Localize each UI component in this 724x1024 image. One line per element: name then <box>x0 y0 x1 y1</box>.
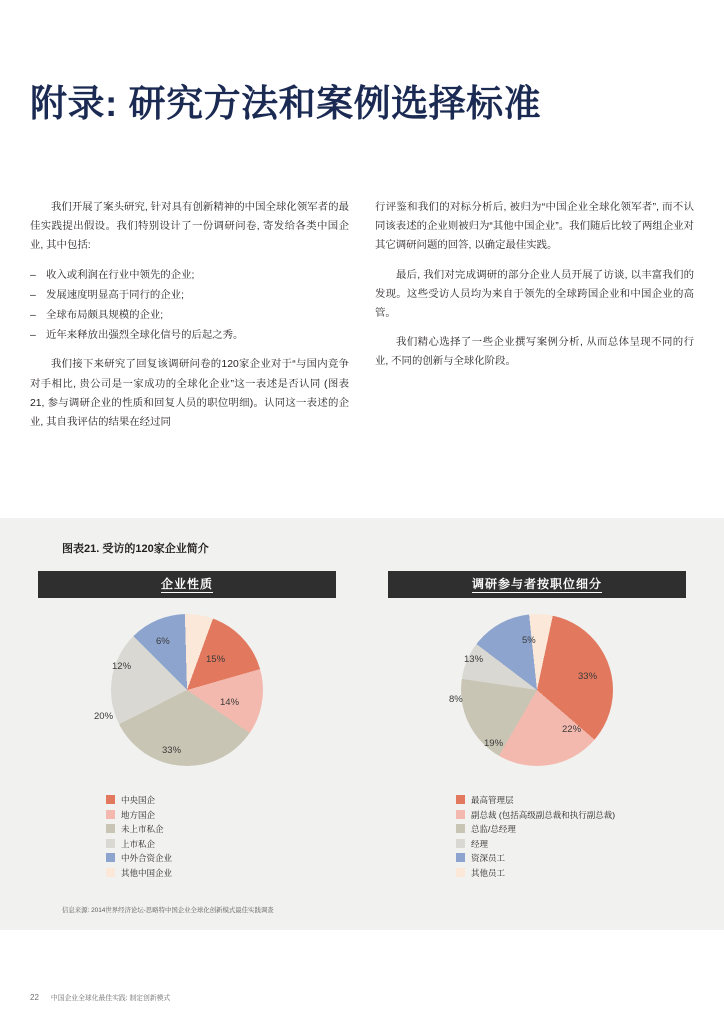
legend-label: 总监/总经理 <box>471 824 516 834</box>
list-item-label: 近年来释放出强烈全球化信号的后起之秀。 <box>46 330 244 342</box>
pie-slice-label: 5% <box>522 635 536 646</box>
legend-item <box>106 809 336 821</box>
legend-label: 未上市私企 <box>121 824 164 834</box>
pie-slice-label: 6% <box>156 636 170 647</box>
chart-header <box>38 571 336 598</box>
legend-item <box>456 867 686 879</box>
legend-item <box>106 838 336 850</box>
legend-item <box>456 852 686 864</box>
list-item-label: 发展速度明显高于同行的企业; <box>46 289 184 301</box>
list-item-label: 收入或利润在行业中领先的企业; <box>46 269 195 281</box>
page-title: 附录: 研究方法和案例选择标准 <box>30 82 542 124</box>
dash-icon: – <box>30 289 36 301</box>
legend-label: 中外合资企业 <box>121 853 173 863</box>
chart-legend <box>388 794 686 879</box>
legend-swatch <box>106 868 115 877</box>
pie-slice-label: 8% <box>449 694 463 705</box>
legend-item <box>106 794 336 806</box>
dash-icon: – <box>30 330 36 342</box>
criteria-list <box>30 266 349 346</box>
left-paragraph-1: 我们开展了案头研究, 针对具有创新精神的中国全球化领军者的最佳实践提出假设。我们特别设计了一份调研问卷, 寄发给各类中国企业, 其中包括: <box>30 202 349 252</box>
pie-slice-label: 20% <box>94 711 114 722</box>
list-item <box>30 286 349 305</box>
pie-slice-label: 14% <box>220 697 240 708</box>
pie-chart-area <box>38 614 336 784</box>
legend-label: 其他员工 <box>471 867 506 878</box>
right-paragraph-3: 我们精心选择了一些企业撰写案例分析, 从而总体呈现不同的行业, 不同的创新与全球化阶段。 <box>375 337 694 368</box>
chart-legend <box>38 794 336 879</box>
pie-slice-label: 13% <box>464 654 484 665</box>
legend-item <box>456 809 686 821</box>
pie-chart <box>111 614 263 766</box>
page-number: 22 <box>30 993 39 1002</box>
pie-slice-label: 33% <box>578 671 598 682</box>
left-column <box>30 198 349 442</box>
list-item-label: 全球布局颇具规模的企业; <box>46 310 164 322</box>
legend-item <box>106 867 336 879</box>
legend-swatch <box>456 795 465 804</box>
legend-swatch <box>106 795 115 804</box>
legend-label: 副总裁 (包括高级副总裁和执行副总裁) <box>471 809 616 820</box>
chart-header <box>388 571 686 598</box>
legend-swatch <box>106 824 115 833</box>
legend-item <box>106 823 336 835</box>
legend-swatch <box>456 839 465 848</box>
pie-slice-label: 19% <box>484 738 504 749</box>
chart-title: 企业性质 <box>160 577 213 591</box>
legend-swatch <box>456 853 465 862</box>
pie-slice-label: 15% <box>206 654 226 665</box>
legend-swatch <box>106 839 115 848</box>
list-item <box>30 306 349 325</box>
legend-swatch <box>456 824 465 833</box>
legend-item <box>456 794 686 806</box>
footer-title: 中国企业全球化最佳实践: 制定创新模式 <box>50 995 171 1002</box>
pie-slice-label: 22% <box>562 724 582 735</box>
source-note: 信息来源: 2014世界经济论坛-思略特中国企业全球化创新模式最佳实践调查 <box>62 907 274 914</box>
pie-chart-area <box>388 614 686 784</box>
legend-swatch <box>106 810 115 819</box>
legend-label: 最高管理层 <box>471 795 514 805</box>
legend-label: 地方国企 <box>121 809 156 820</box>
left-paragraph-2: 我们接下来研究了回复该调研问卷的120家企业对于“与国内竞争对手相比, 贵公司是一家成功的全球化企业”这一表述是否认同 (图表21, 参与调研企业的性质和回复人员的职位明细)。认同这一表述的企业, 其自我评估的结果在经过同 <box>30 359 349 429</box>
list-item <box>30 326 349 345</box>
legend-swatch <box>106 853 115 862</box>
right-paragraph-1: 行评鉴和我们的对标分析后, 被归为“中国企业全球化领军者”, 而不认同该表述的企业则被归为“其他中国企业”。我们随后比较了两组企业对其它调研问题的回答, 以确定最佳实践。 <box>375 202 694 252</box>
pie-slice-label: 33% <box>162 745 182 756</box>
right-paragraph-2: 最后, 我们对完成调研的部分企业人员开展了访谈, 以丰富我们的发现。这些受访人员均为来自于领先的全球跨国企业和中国企业的高管。 <box>375 269 694 320</box>
dash-icon: – <box>30 310 36 322</box>
dash-icon: – <box>30 269 36 281</box>
page-footer <box>30 992 170 1002</box>
legend-swatch <box>456 810 465 819</box>
body-columns <box>30 198 694 442</box>
legend-label: 资深员工 <box>471 853 506 863</box>
chart-company-type <box>38 571 336 881</box>
chart-respondent-level <box>388 571 686 881</box>
list-item <box>30 266 349 285</box>
legend-label: 上市私企 <box>121 838 156 849</box>
legend-item <box>456 823 686 835</box>
legend-item <box>456 838 686 850</box>
legend-item <box>106 852 336 864</box>
chart-title: 调研参与者按职位细分 <box>471 577 602 591</box>
legend-label: 中央国企 <box>121 795 156 805</box>
legend-label: 经理 <box>471 838 489 849</box>
pie-slice-label: 12% <box>112 661 132 672</box>
legend-label: 其他中国企业 <box>121 867 173 878</box>
exhibit-panel <box>0 518 724 930</box>
exhibit-title: 图表21. 受访的120家企业简介 <box>62 543 209 555</box>
legend-swatch <box>456 868 465 877</box>
right-column <box>375 198 694 442</box>
